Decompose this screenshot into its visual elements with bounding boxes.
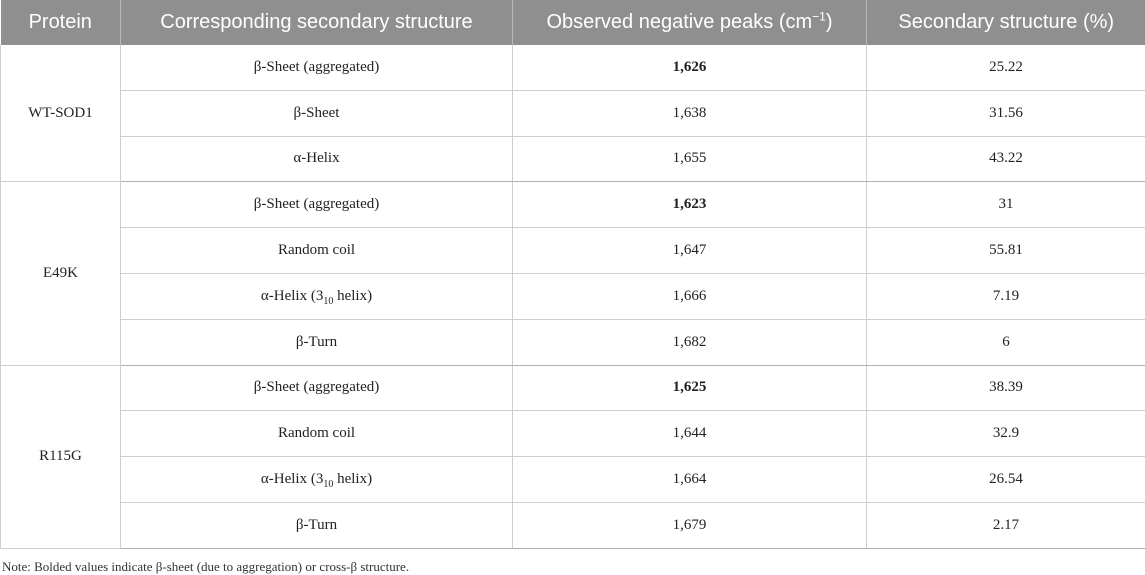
percent-cell: 38.39 (867, 365, 1145, 411)
protein-cell: R115G (1, 365, 121, 548)
percent-cell: 25.22 (867, 45, 1145, 90)
percent-cell: 2.17 (867, 502, 1145, 548)
peak-cell: 1,638 (513, 90, 867, 136)
table-row (1, 411, 1145, 457)
percent-cell: 32.9 (867, 411, 1145, 457)
structure-subscript: 10 (323, 295, 334, 307)
header-observed-peaks (513, 0, 867, 45)
peak-cell: 1,664 (513, 457, 867, 503)
structure-cell: β-Turn (121, 319, 513, 365)
percent-cell: 7.19 (867, 273, 1145, 319)
structure-text-end: helix) (333, 287, 373, 304)
protein-cell: E49K (1, 182, 121, 365)
table-note: Note: Bolded values indicate β-sheet (due to aggregation) or cross-β structure. (2, 559, 410, 574)
header-secondary-structure: Corresponding secondary structure (121, 0, 513, 45)
structure-cell (121, 273, 513, 319)
table-row (1, 502, 1145, 548)
protein-cell: WT-SOD1 (1, 45, 121, 182)
peak-cell: 1,625 (513, 365, 867, 411)
table-row (1, 182, 1145, 228)
structure-cell: β-Turn (121, 502, 513, 548)
percent-cell: 6 (867, 319, 1145, 365)
table-row (1, 365, 1145, 411)
structure-cell (121, 457, 513, 503)
percent-cell: 55.81 (867, 228, 1145, 274)
header-peaks-text: Observed negative peaks (cm (546, 11, 813, 33)
table-row (1, 90, 1145, 136)
percent-cell: 31 (867, 182, 1145, 228)
peak-cell: 1,647 (513, 228, 867, 274)
header-protein: Protein (1, 0, 121, 45)
header-row (1, 0, 1145, 45)
header-peaks-close: ) (825, 11, 833, 33)
structure-text-end: helix) (333, 471, 373, 488)
structure-cell: β-Sheet (aggregated) (121, 45, 513, 90)
structure-text: α-Helix (3 (260, 287, 324, 304)
percent-cell: 31.56 (867, 90, 1145, 136)
table-row (1, 45, 1145, 90)
table-row (1, 457, 1145, 503)
table-row (1, 136, 1145, 182)
peak-cell: 1,644 (513, 411, 867, 457)
table-row (1, 273, 1145, 319)
percent-cell: 26.54 (867, 457, 1145, 503)
structure-subscript: 10 (323, 479, 334, 491)
structure-text: α-Helix (3 (260, 471, 324, 488)
structure-cell: Random coil (121, 411, 513, 457)
peak-cell: 1,666 (513, 273, 867, 319)
structure-cell: Random coil (121, 228, 513, 274)
table-row (1, 319, 1145, 365)
structure-cell: β-Sheet (aggregated) (121, 182, 513, 228)
header-secondary-percent: Secondary structure (%) (867, 0, 1145, 45)
peak-cell: 1,679 (513, 502, 867, 548)
peak-cell: 1,626 (513, 45, 867, 90)
header-peaks-superscript: −1 (812, 9, 826, 24)
structure-cell: β-Sheet (121, 90, 513, 136)
peak-cell: 1,623 (513, 182, 867, 228)
percent-cell: 43.22 (867, 136, 1145, 182)
peak-cell: 1,655 (513, 136, 867, 182)
peak-cell: 1,682 (513, 319, 867, 365)
structure-cell: α-Helix (121, 136, 513, 182)
table-row (1, 228, 1145, 274)
structure-cell: β-Sheet (aggregated) (121, 365, 513, 411)
